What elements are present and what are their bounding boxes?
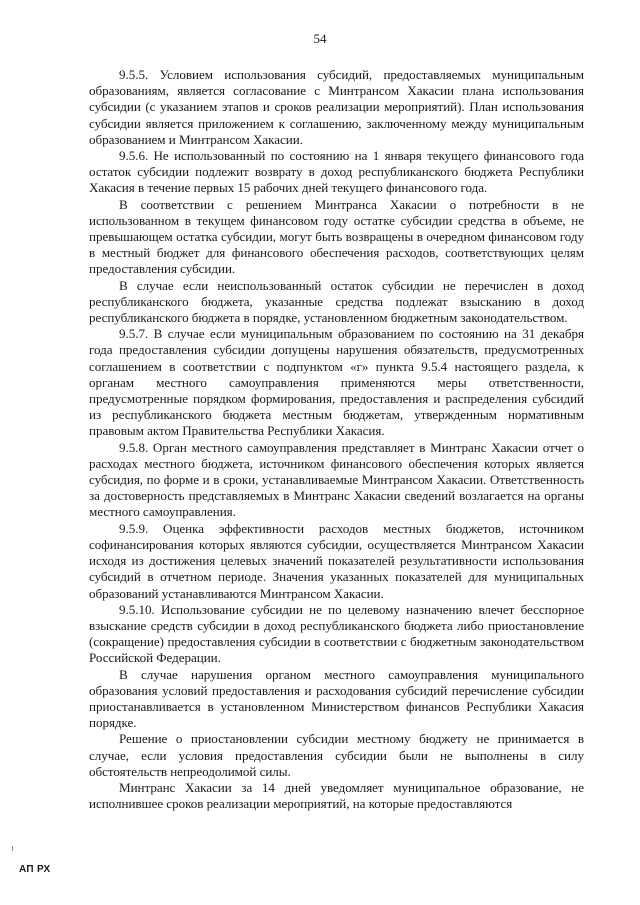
paragraph-unused-balance-return: В соответствии с решением Минтранса Хакасии о потребности в не использованном в текущем финансовом году остатке субсидии средства в объеме, не превышающем остатка субсидии, могут быть возвращены в очередном финансовом году в местный бюджет для финансового обеспечения расходов, соответствующих целям предоставления субсидии. — [89, 196, 584, 277]
paragraph-9-5-10: 9.5.10. Использование субсидии не по целевому назначению влечет бесспорное взыскание средств субсидии в доход республиканского бюджета либо приостановление (сокращение) предоставления субсидии в соответствии с бюджетным законодательством Российской Федерации. — [89, 601, 584, 666]
paragraph-9-5-7: 9.5.7. В случае если муниципальным образованием по состоянию на 31 декабря года предоставления субсидии допущены нарушения обязательств, предусмотренных соглашением в соответствии с подпунктом «г» пункта 9.5.4 настоящего раздела, к органам местного самоуправления применяются меры ответственности, предусмотренные порядком формирования, предоставления и распределения субсидий из республиканского бюджета местным бюджетам, утвержденным нормативным правовым актом Правительства Республики Хакасия. — [89, 326, 584, 439]
paragraph-9-5-6: 9.5.6. Не использованный по состоянию на 1 января текущего финансового года остаток субсидии подлежит возврату в доход республиканского бюджета Республики Хакасия в течение первых 15 рабочих дней текущего финансового года. — [89, 148, 584, 196]
margin-mark — [12, 846, 13, 851]
paragraph-9-5-9: 9.5.9. Оценка эффективности расходов местных бюджетов, источником софинансирования которых являются субсидии, осуществляется Минтрансом Хакасии исходя из достижения целевых значений показателей результативности использования субсидий в отчетном периоде. Значения указанных показателей для муниципальных образований устанавливаются Минтрансом Хакасии. — [89, 520, 584, 601]
paragraph-notification: Минтранс Хакасии за 14 дней уведомляет муниципальное образование, не исполнившее сроков реализации мероприятий, на которые предоставляются — [89, 779, 584, 812]
paragraph-9-5-8: 9.5.8. Орган местного самоуправления представляет в Минтранс Хакасии отчет о расходах местного бюджета, источником финансового обеспечения которых является субсидия, по форме и в сроки, устанавливаемые Минтрансом Хакасии. Ответственность за достоверность представляемых в Минтранс Хакасии сведений возлагается на органы местного самоуправления. — [89, 439, 584, 520]
paragraph-9-5-5: 9.5.5. Условием использования субсидий, предоставляемых муниципальным образованиям, является согласование с Минтрансом Хакасии плана использования субсидии (с указанием этапов и сроков реализации мероприятий). План использования субсидии является приложением к соглашению, заключенному между муниципальным образованием и Минтрансом Хакасии. — [89, 67, 584, 147]
document-body — [89, 67, 584, 812]
footer-stamp: АП РХ — [19, 864, 51, 875]
paragraph-force-majeure: Решение о приостановлении субсидии местному бюджету не принимается в случае, если условия предоставления субсидии были не выполнены в силу обстоятельств непреодолимой силы. — [89, 731, 584, 779]
paragraph-balance-recovery: В случае если неиспользованный остаток субсидии не перечислен в доход республиканского бюджета, указанные средства подлежат взысканию в доход республиканского бюджета в порядке, установленном бюджетным законодательством. — [89, 277, 584, 326]
page-number: 54 — [313, 31, 327, 46]
paragraph-suspension: В случае нарушения органом местного самоуправления муниципального образования условий предоставления и расходования субсидий перечисление субсидии приостанавливается в установленном Министерством финансов Республики Хакасия порядке. — [89, 666, 584, 731]
